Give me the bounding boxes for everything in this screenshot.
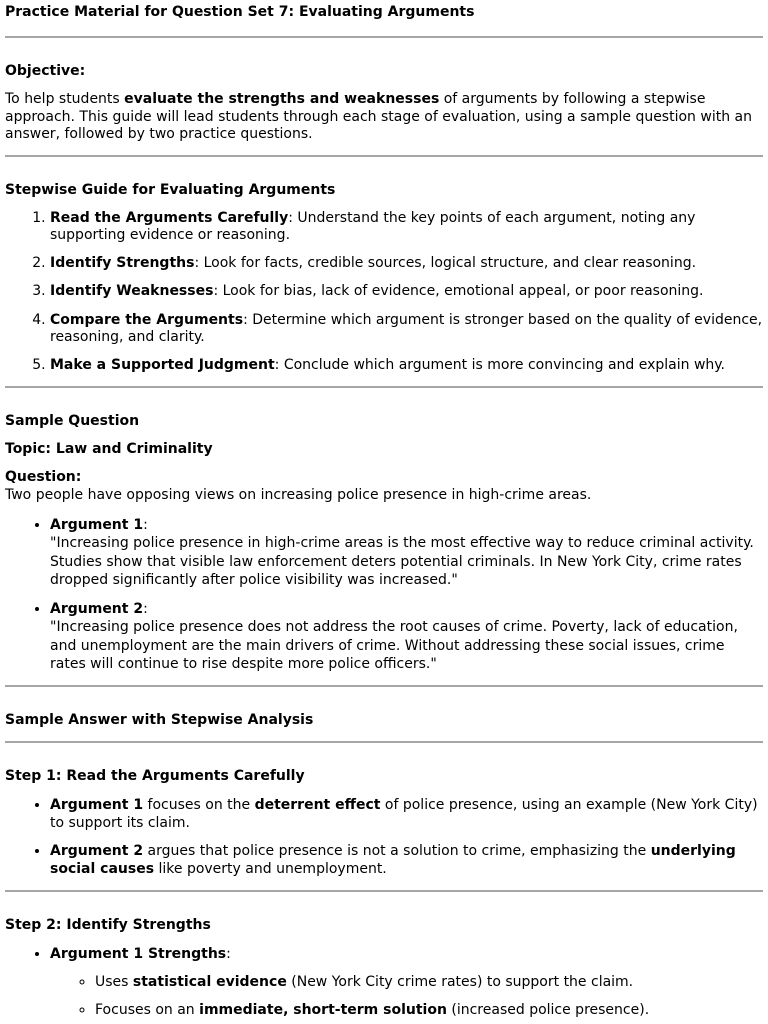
arguments-list bbox=[5, 516, 763, 674]
divider bbox=[5, 890, 763, 892]
step1-heading: Step 1: Read the Arguments Carefully bbox=[5, 767, 305, 784]
strength-item: ◦ Focuses on an immediate, short-term solution (increased police presence). bbox=[95, 1001, 763, 1019]
strength-item: ◦ Uses statistical evidence (New York City crime rates) to support the claim. bbox=[95, 973, 763, 991]
question-text: Two people have opposing views on increasing police presence in high-crime areas. bbox=[5, 487, 592, 503]
argument-item: • Argument 2: "Increasing police presence does not address the root causes of crime. Poverty, lack of education, and unemployment are the main drivers of crime. Without addressing these social issues, crime rates will continue to rise despite more police officers." bbox=[50, 600, 763, 674]
divider bbox=[5, 36, 763, 38]
step2-heading: Step 2: Identify Strengths bbox=[5, 916, 211, 933]
steps-list bbox=[5, 210, 763, 375]
argument-quote: "Increasing police presence does not address the root causes of crime. Poverty, lack of education, and unemployment are the main drivers of crime. Without addressing these social issues, crime rates will continue to rise despite more police officers." bbox=[50, 619, 738, 672]
page-title: Practice Material for Question Set 7: Evaluating Arguments bbox=[5, 4, 475, 20]
step2-list bbox=[5, 945, 763, 1020]
step-item: 4. Compare the Arguments: Determine which argument is stronger based on the quality of evidence, reasoning, and clarity. bbox=[50, 312, 763, 347]
sample-heading: Sample Question bbox=[5, 413, 140, 429]
divider bbox=[5, 685, 763, 687]
analysis-item: • Argument 1 focuses on the deterrent effect of police presence, using an example (New York City) to support its claim. bbox=[50, 796, 763, 833]
divider bbox=[5, 386, 763, 388]
divider bbox=[5, 155, 763, 157]
analysis-item: • Argument 2 argues that police presence is not a solution to crime, emphasizing the underlying social causes like poverty and unemployment. bbox=[50, 842, 763, 879]
strengths-group: • Argument 1 Strengths: ◦ Uses statistical evidence (New York City crime rates) to support the claim. ◦ Focuses on an immediate, short-term solution (increased police presence). bbox=[50, 945, 763, 1020]
step-item: 1. Read the Arguments Carefully: Understand the key points of each argument, noting any supporting evidence or reasoning. bbox=[50, 210, 763, 245]
objective-heading: Objective: bbox=[5, 63, 86, 79]
step1-list bbox=[5, 796, 763, 879]
argument-item: • Argument 1: "Increasing police presence in high-crime areas is the most effective way to reduce criminal activity. Studies show that visible law enforcement deters potential criminals. In New York City, crime rates dropped significantly after police visibility was increased." bbox=[50, 516, 763, 590]
step-item: 5. Make a Supported Judgment: Conclude which argument is more convincing and explain why. bbox=[50, 357, 763, 375]
argument-quote: "Increasing police presence in high-crime areas is the most effective way to reduce criminal activity. Studies show that visible law enforcement deters potential criminals. In New York City, crime rates dropped significantly after police visibility was increased." bbox=[50, 535, 754, 588]
divider bbox=[5, 741, 763, 743]
objective-text: To help students evaluate the strengths and weaknesses of arguments by following a stepwise approach. This guide will lead students through each stage of evaluation, using a sample question with an answer, followed by two practice questions. bbox=[5, 91, 752, 142]
strengths-sublist bbox=[50, 973, 763, 1019]
question-label: Question: bbox=[5, 469, 82, 485]
topic-heading: Topic: Law and Criminality bbox=[5, 441, 213, 457]
step-item: 3. Identify Weaknesses: Look for bias, lack of evidence, emotional appeal, or poor reasoning. bbox=[50, 283, 763, 301]
answer-heading: Sample Answer with Stepwise Analysis bbox=[5, 711, 314, 728]
guide-heading: Stepwise Guide for Evaluating Arguments bbox=[5, 181, 336, 198]
step-item: 2. Identify Strengths: Look for facts, credible sources, logical structure, and clear reasoning. bbox=[50, 255, 763, 273]
